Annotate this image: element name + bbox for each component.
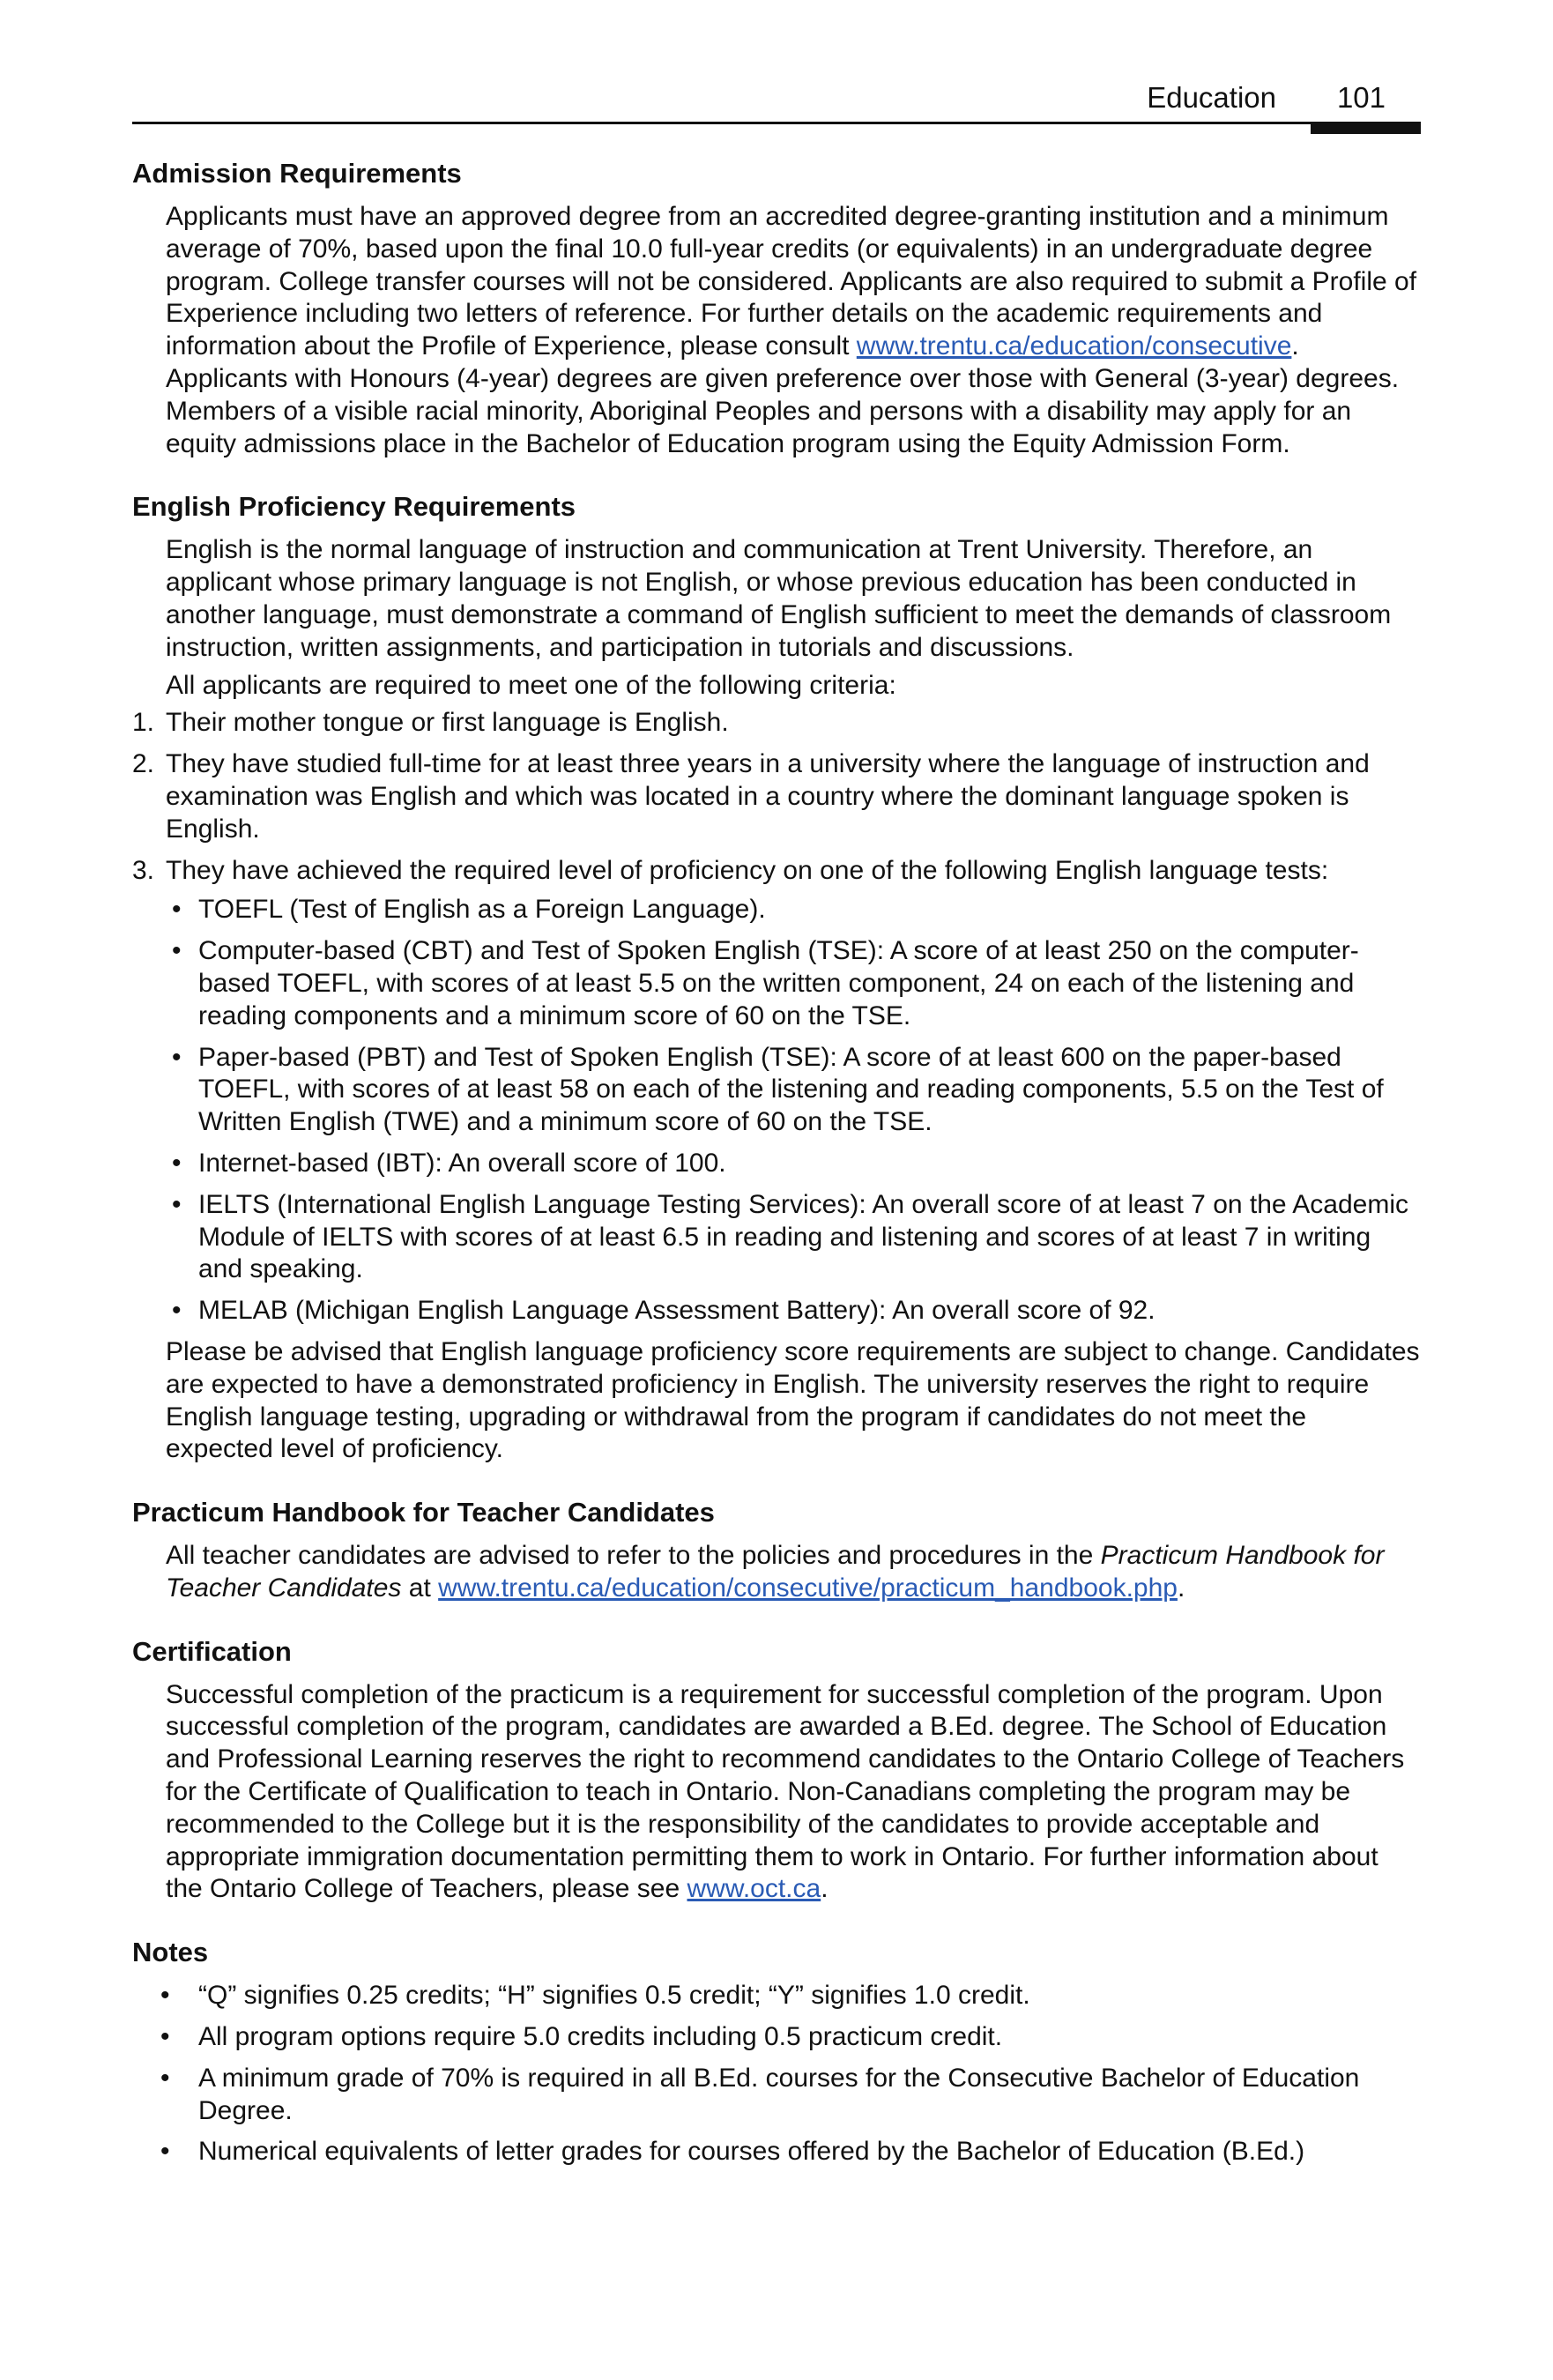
test-text: TOEFL (Test of English as a Foreign Language). <box>198 895 766 925</box>
practicum-text-2: at <box>401 1573 439 1603</box>
criteria-item <box>132 707 1421 740</box>
note-text: Numerical equivalents of letter grades for courses offered by the Bachelor of Education (B.Ed.) <box>198 2137 1305 2167</box>
admission-heading: Admission Requirements <box>132 158 462 189</box>
consecutive-link[interactable]: www.trentu.ca/education/consecutive <box>856 331 1292 361</box>
criteria-text: They have studied full-time for at least three years in a university where the language of instruction and examination was English and which was located in a country where the dominant language spoken is English. <box>166 749 1370 844</box>
english-section <box>132 490 1421 1466</box>
handbook-title: Practicum Handbook for Teacher Candidates <box>166 1541 1385 1603</box>
test-item <box>132 1148 1421 1180</box>
criteria-text: They have achieved the required level of proficiency on one of the following English language tests: <box>166 855 1329 885</box>
criteria-intro: All applicants are required to meet one of the following criteria: <box>166 670 896 700</box>
admission-text-1: Applicants must have an approved degree from an accredited degree-granting institution and a minimum average of 70%, based upon the final 10.0 full-year credits (or equivalents) in an undergraduate degree program. College transfer courses will not be considered. Applicants are also required to submit a Profile of Experience including two letters of reference. For further details on the academic requirements and information about the Profile of Experience, please consult <box>166 202 1417 361</box>
practicum-heading: Practicum Handbook for Teacher Candidates <box>132 1497 715 1528</box>
criteria-list <box>132 707 1421 1328</box>
bullet: • <box>172 895 182 925</box>
admission-text-2: . Applicants with Honours (4-year) degrees are given preference over those with General (3-year) degrees. Members of a visible racial minority, Aboriginal Peoples and persons with a disability may apply for an equity admissions place in the Bachelor of Education program using the Equity Admission Form. <box>166 331 1400 458</box>
certification-text-2: . <box>821 1874 829 1904</box>
test-text: IELTS (International English Language Testing Services): An overall score of at least 7 on the Academic Module of IELTS with scores of at least 6.5 in reading and listening and scores of at least 7 in writing and speaking. <box>198 1189 1409 1284</box>
test-item <box>132 1295 1421 1328</box>
english-intro: English is the normal language of instruction and communication at Trent University. Therefore, an applicant whose primary language is not English, or whose previous education has been conducted in another language, must demonstrate a command of English sufficient to meet the demands of classroom instruction, written assignments, and participation in tutorials and discussions. <box>166 535 1392 662</box>
note-item <box>132 1980 1421 2012</box>
page-tab-marker <box>1311 122 1421 134</box>
note-text: All program options require 5.0 credits including 0.5 practicum credit. <box>198 2022 1003 2052</box>
criteria-text: Their mother tongue or first language is English. <box>166 708 729 738</box>
test-text: Computer-based (CBT) and Test of Spoken English (TSE): A score of at least 250 on the computer-based TOEFL, with scores of at least 5.5 on the written component, 24 on each of the listening and reading components and a minimum score of 60 on the TSE. <box>198 936 1359 1030</box>
notes-list <box>132 1980 1421 2168</box>
admission-paragraph <box>166 201 1421 460</box>
note-item <box>132 2136 1421 2168</box>
certification-section <box>132 1635 1421 1907</box>
bullet: • <box>160 1981 170 2011</box>
practicum-paragraph <box>166 1540 1421 1605</box>
note-text: A minimum grade of 70% is required in all B.Ed. courses for the Consecutive Bachelor of Education Degree. <box>198 2063 1360 2125</box>
section-title: Education <box>1147 81 1276 114</box>
practicum-section <box>132 1496 1421 1605</box>
practicum-text-3: . <box>1177 1573 1185 1603</box>
certification-paragraph <box>166 1679 1421 1907</box>
test-item <box>132 1189 1421 1286</box>
running-header <box>132 78 1421 124</box>
test-text: MELAB (Michigan English Language Assessment Battery): An overall score of 92. <box>198 1296 1155 1326</box>
practicum-handbook-link[interactable]: www.trentu.ca/education/consecutive/practicum_handbook.php <box>438 1573 1178 1603</box>
test-text: Paper-based (PBT) and Test of Spoken English (TSE): A score of at least 600 on the paper-based TOEFL, with scores of at least 58 on each of the listening and reading components, 5.5 on the Test of Written English (TWE) and a minimum score of 60 on the TSE. <box>198 1042 1384 1137</box>
bullet: • <box>172 1189 182 1219</box>
admission-section <box>132 157 1421 460</box>
test-item <box>132 935 1421 1032</box>
certification-heading: Certification <box>132 1635 292 1667</box>
test-item <box>132 1042 1421 1139</box>
test-text: Internet-based (IBT): An overall score of 100. <box>198 1148 726 1178</box>
bullet: • <box>160 2063 170 2093</box>
criteria-number: 3. <box>132 855 155 885</box>
practicum-text-1: All teacher candidates are advised to refer to the policies and procedures in the <box>166 1541 1101 1571</box>
page-content <box>132 157 1421 2177</box>
criteria-item <box>132 855 1421 1328</box>
criteria-number: 2. <box>132 749 155 779</box>
page-number: 101 <box>1336 81 1386 114</box>
bullet: • <box>172 1296 182 1326</box>
english-heading: English Proficiency Requirements <box>132 491 576 523</box>
criteria-item <box>132 748 1421 845</box>
english-advisory: Please be advised that English language proficiency score requirements are subject to change. Candidates are expected to have a demonstrated proficiency in English. The university reserves the right to require English language testing, upgrading or withdrawal from the program if candidates do not meet the expected level of proficiency. <box>166 1336 1420 1464</box>
oct-link[interactable]: www.oct.ca <box>687 1874 821 1904</box>
bullet: • <box>172 1042 182 1072</box>
notes-heading: Notes <box>132 1937 209 1968</box>
note-text: “Q” signifies 0.25 credits; “H” signifies 0.5 credit; “Y” signifies 1.0 credit. <box>198 1981 1030 2011</box>
bullet: • <box>172 936 182 966</box>
criteria-number: 1. <box>132 708 155 738</box>
note-item <box>132 2063 1421 2128</box>
notes-section <box>132 1936 1421 2168</box>
bullet: • <box>172 1148 182 1178</box>
certification-text-1: Successful completion of the practicum is a requirement for successful completion of the program. Upon successful completion of the program, candidates are awarded a B.Ed. degree. The School of Education and Professional Learning reserves the right to recommend candidates to the Ontario College of Teachers for the Certificate of Qualification to teach in Ontario. Non-Canadians completing the program may be recommended to the College but it is the responsibility of the candidates to provide acceptable and appropriate immigration documentation permitting them to work in Ontario. For further information about the Ontario College of Teachers, please see <box>166 1679 1405 1904</box>
test-list <box>132 894 1421 1328</box>
bullet: • <box>160 2022 170 2052</box>
bullet: • <box>160 2137 170 2167</box>
note-item <box>132 2021 1421 2054</box>
test-item <box>132 894 1421 926</box>
